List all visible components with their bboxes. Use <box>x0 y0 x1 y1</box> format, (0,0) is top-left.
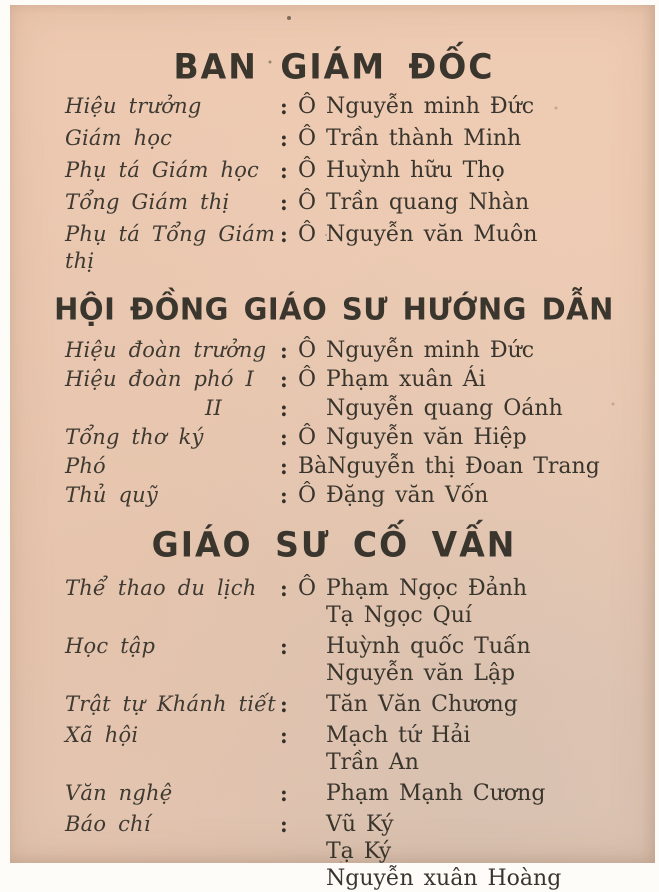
person-name: Nguyễn văn Hiệp <box>326 425 527 450</box>
directory-row <box>65 691 631 718</box>
directory-row <box>65 395 631 422</box>
row-value <box>298 189 529 216</box>
section-title-giao-su-co-van: GIÁO SƯ CỐ VẤN <box>151 524 517 565</box>
person-name: Nguyễn văn Lập <box>326 661 516 686</box>
row-colon: : <box>280 425 288 450</box>
prefix-spacer <box>298 838 326 865</box>
row-label: Phụ tá Tổng Giám thị <box>65 222 276 273</box>
section-ban-giam-doc <box>65 47 631 275</box>
name-line <box>298 157 505 184</box>
row-label: Tổng Giám thị <box>65 190 230 214</box>
name-line <box>298 337 534 364</box>
person-name: Mạch tứ Hải <box>326 723 471 748</box>
row-value <box>298 366 486 393</box>
name-line <box>298 575 527 602</box>
directory-row <box>65 424 631 451</box>
person-name: Huỳnh hữu Thọ <box>326 158 505 183</box>
directory-row <box>65 366 631 393</box>
prefix-spacer <box>298 660 326 687</box>
person-name: Huỳnh quốc Tuấn <box>326 634 531 659</box>
person-name: Nguyễn văn Muôn <box>326 222 538 247</box>
row-colon: : <box>280 367 288 392</box>
row-value <box>298 780 545 807</box>
name-line <box>298 366 486 393</box>
directory-row <box>65 482 631 509</box>
row-value <box>298 722 470 776</box>
honorific-prefix: Ô <box>298 425 317 450</box>
person-name: Trần thành Minh <box>326 126 522 151</box>
name-line <box>298 482 488 509</box>
name-line <box>298 660 531 687</box>
row-label: Hiệu trưởng <box>65 94 202 118</box>
row-label: Giám học <box>65 126 173 150</box>
name-line <box>298 424 527 451</box>
name-line <box>298 865 561 892</box>
directory-row <box>65 125 631 152</box>
person-name: Nguyễn quang Oánh <box>326 396 563 421</box>
name-line <box>298 189 529 216</box>
row-label: Học tập <box>65 634 156 658</box>
honorific-prefix <box>298 722 326 749</box>
honorific-prefix: Ô <box>298 576 317 601</box>
directory-row <box>65 453 631 480</box>
row-colon: : <box>280 781 288 806</box>
directory-row <box>65 780 631 807</box>
person-name: Tạ Ngọc Quí <box>326 603 472 628</box>
row-value <box>298 482 488 509</box>
row-value <box>298 221 537 248</box>
row-value <box>298 395 563 422</box>
row-colon: : <box>280 812 288 837</box>
person-name: Nguyễn xuân Hoàng <box>326 866 562 891</box>
directory-row <box>65 811 631 892</box>
person-name: Tạ Ký <box>326 839 392 864</box>
row-label: Hiệu đoàn phó I <box>65 367 255 391</box>
honorific-prefix: Ô <box>298 126 317 151</box>
honorific-prefix <box>298 780 326 807</box>
row-value <box>298 93 534 120</box>
name-line <box>298 93 534 120</box>
person-name: Tăn Văn Chương <box>326 692 518 717</box>
row-label: Văn nghệ <box>65 781 173 805</box>
row-colon: : <box>280 94 288 119</box>
directory-row <box>65 221 631 275</box>
honorific-prefix: Ô <box>298 222 317 247</box>
row-colon: : <box>280 338 288 363</box>
directory-row <box>65 157 631 184</box>
row-value <box>298 811 561 892</box>
row-value <box>298 453 600 480</box>
paper-sheet <box>10 5 655 891</box>
row-colon: : <box>280 576 288 601</box>
person-name: Phạm xuân Ái <box>326 367 486 392</box>
directory-row <box>65 633 631 687</box>
row-label: Xã hội <box>65 723 139 747</box>
row-colon: : <box>280 483 288 508</box>
person-name: Phạm Mạnh Cương <box>326 781 546 806</box>
section-hoi-dong-giao-su-huong-dan <box>54 289 631 509</box>
honorific-prefix: Ô <box>298 158 317 183</box>
row-label: Phó <box>65 454 106 478</box>
person-name: Phạm Ngọc Đảnh <box>326 576 528 601</box>
honorific-prefix: Ô <box>298 338 317 363</box>
honorific-prefix <box>298 811 326 838</box>
person-name: Đặng văn Vốn <box>326 483 489 508</box>
row-label: II <box>205 396 222 420</box>
row-colon: : <box>280 692 288 717</box>
row-colon: : <box>280 454 288 479</box>
directory-row <box>65 337 631 364</box>
row-colon: : <box>280 126 288 151</box>
row-label: Báo chí <box>65 812 151 836</box>
row-value <box>298 691 518 718</box>
honorific-prefix <box>298 395 326 422</box>
row-value <box>298 157 505 184</box>
row-colon: : <box>280 396 288 421</box>
name-line <box>298 633 531 660</box>
directory-row <box>65 722 631 776</box>
honorific-prefix: Bà <box>298 454 328 479</box>
row-value <box>298 125 521 152</box>
row-label: Thể thao du lịch <box>65 576 257 600</box>
name-line <box>298 722 470 749</box>
person-name: Vũ Ký <box>326 812 394 837</box>
row-colon: : <box>280 222 288 247</box>
section-title-hoi-dong: HỘI ĐỒNG GIÁO SƯ HƯỚNG DẪN <box>54 291 614 327</box>
honorific-prefix: Ô <box>298 94 317 119</box>
honorific-prefix <box>298 633 326 660</box>
row-value <box>298 424 527 451</box>
row-colon: : <box>280 723 288 748</box>
name-line <box>298 780 545 807</box>
row-label: Phụ tá Giám học <box>65 158 260 182</box>
name-line <box>298 838 561 865</box>
name-line <box>298 453 600 480</box>
row-colon: : <box>280 190 288 215</box>
person-name: Trần quang Nhàn <box>326 190 530 215</box>
section-title-ban-giam-doc: BAN GIÁM ĐỐC <box>173 46 495 87</box>
row-value <box>298 633 531 687</box>
name-line <box>298 395 563 422</box>
directory-row <box>65 189 631 216</box>
row-label: Thủ quỹ <box>65 483 158 507</box>
row-label: Tổng thơ ký <box>65 425 204 449</box>
name-line <box>298 125 521 152</box>
prefix-spacer <box>298 602 326 629</box>
row-colon: : <box>280 158 288 183</box>
row-value <box>298 337 534 364</box>
name-line <box>298 691 518 718</box>
name-line <box>298 811 561 838</box>
directory-row <box>65 575 631 629</box>
name-line <box>298 602 527 629</box>
honorific-prefix: Ô <box>298 367 317 392</box>
scan-dust-specks <box>10 5 12 7</box>
directory-row <box>65 93 631 120</box>
name-line <box>298 749 470 776</box>
person-name: Nguyễn minh Đức <box>326 94 535 119</box>
prefix-spacer <box>298 865 326 892</box>
person-name: Nguyễn minh Đức <box>326 338 535 363</box>
row-label: Trật tự Khánh tiết <box>65 692 276 716</box>
row-value <box>298 575 527 629</box>
prefix-spacer <box>298 749 326 776</box>
person-name: Trần An <box>326 750 419 775</box>
honorific-prefix: Ô <box>298 190 317 215</box>
name-line <box>298 221 537 248</box>
person-name: Nguyễn thị Đoan Trang <box>327 454 600 479</box>
honorific-prefix: Ô <box>298 483 317 508</box>
row-colon: : <box>280 634 288 659</box>
honorific-prefix <box>298 691 326 718</box>
section-giao-su-co-van <box>65 525 631 892</box>
row-label: Hiệu đoàn trưởng <box>65 338 267 362</box>
